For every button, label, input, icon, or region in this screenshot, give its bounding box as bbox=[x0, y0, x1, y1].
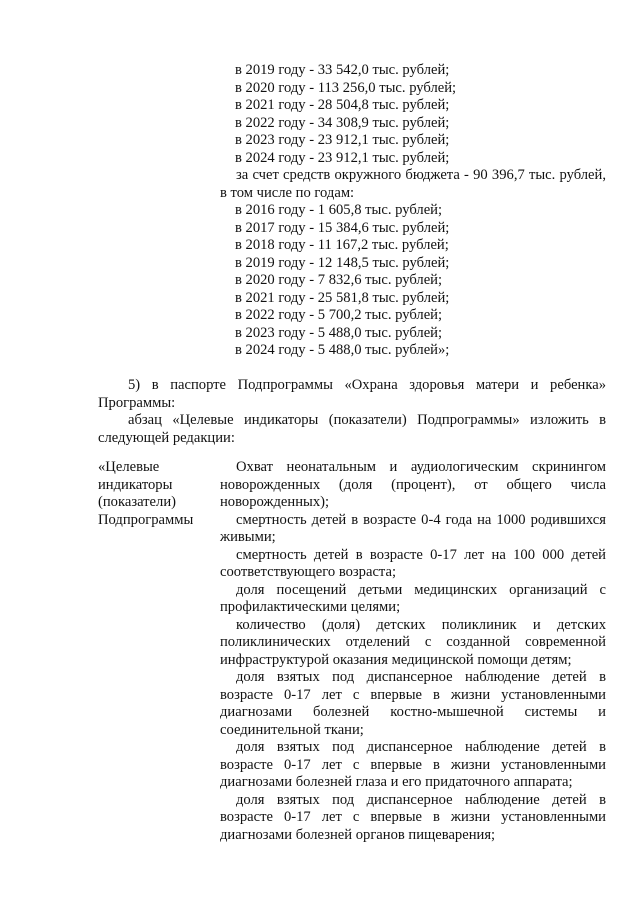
indicators-table-label bbox=[98, 459, 208, 529]
label-line-3: (показатели) bbox=[98, 494, 176, 510]
indicator-item: смертность детей в возрасте 0-4 года на 1000 родившихся живыми; bbox=[220, 511, 606, 545]
district-year-2022: в 2022 году - 5 700,2 тыс. рублей; bbox=[235, 307, 443, 323]
instruction-text: абзац «Целевые индикаторы (показатели) Подпрограммы» изложить в следующей редакции: bbox=[98, 412, 606, 446]
label-line-4: Подпрограммы bbox=[98, 511, 194, 528]
indicator-item: доля взятых под диспансерное наблюдение детей в возрасте 0-17 лет с впервые в жизни установленными диагнозами болезней глаза и его придаточного аппарата; bbox=[220, 739, 606, 790]
instruction-paragraph bbox=[98, 412, 606, 447]
item-5-paragraph bbox=[98, 377, 606, 412]
district-budget-intro bbox=[220, 167, 606, 202]
indicator-item: доля взятых под диспансерное наблюдение детей в возрасте 0-17 лет с впервые в жизни установленными диагнозами болезней органов пищеварения; bbox=[220, 791, 606, 843]
regional-year-2021: в 2021 году - 28 504,8 тыс. рублей; bbox=[235, 97, 450, 113]
label-line-1: «Целевые bbox=[98, 459, 160, 475]
regional-year-2024: в 2024 году - 23 912,1 тыс. рублей; bbox=[235, 150, 450, 166]
indicator-item: доля посещений детьми медицинских организаций с профилактическими целями; bbox=[220, 581, 606, 615]
district-year-2016: в 2016 году - 1 605,8 тыс. рублей; bbox=[235, 202, 443, 218]
indicators-list bbox=[220, 459, 606, 844]
label-line-2: индикаторы bbox=[98, 476, 173, 493]
regional-year-2022: в 2022 году - 34 308,9 тыс. рублей; bbox=[235, 115, 450, 131]
district-year-2023: в 2023 году - 5 488,0 тыс. рублей; bbox=[235, 325, 443, 341]
district-year-2024: в 2024 году - 5 488,0 тыс. рублей»; bbox=[235, 342, 450, 358]
district-year-2018: в 2018 году - 11 167,2 тыс. рублей; bbox=[235, 237, 449, 253]
indicator-item: доля взятых под диспансерное наблюдение детей в возрасте 0-17 лет с впервые в жизни установленными диагнозами болезней костно-мышечной системы и соединительной ткани; bbox=[220, 669, 606, 738]
regional-year-2019: в 2019 году - 33 542,0 тыс. рублей; bbox=[235, 62, 450, 78]
indicator-item: Охват неонатальным и аудиологическим скринингом новорожденных (доля (процент), от общего числа новорожденных); bbox=[220, 459, 606, 510]
district-budget-intro-text: за счет средств окружного бюджета - 90 396,7 тыс. рублей, в том числе по годам: bbox=[220, 167, 606, 201]
regional-year-2023: в 2023 году - 23 912,1 тыс. рублей; bbox=[235, 132, 450, 148]
district-year-2019: в 2019 году - 12 148,5 тыс. рублей; bbox=[235, 255, 450, 271]
district-year-2021: в 2021 году - 25 581,8 тыс. рублей; bbox=[235, 290, 450, 306]
regional-year-2020: в 2020 году - 113 256,0 тыс. рублей; bbox=[235, 80, 457, 96]
indicator-item: количество (доля) детских поликлиник и детских поликлинических отделений с созданной современной инфраструктурой оказания медицинской помощи детям; bbox=[220, 616, 606, 668]
district-year-2020: в 2020 году - 7 832,6 тыс. рублей; bbox=[235, 272, 443, 288]
item-5-text: 5) в паспорте Подпрограммы «Охрана здоровья матери и ребенка» Программы: bbox=[98, 377, 606, 411]
district-year-2017: в 2017 году - 15 384,6 тыс. рублей; bbox=[235, 220, 450, 236]
indicator-item: смертность детей в возрасте 0-17 лет на 100 000 детей соответствующего возраста; bbox=[220, 546, 606, 580]
